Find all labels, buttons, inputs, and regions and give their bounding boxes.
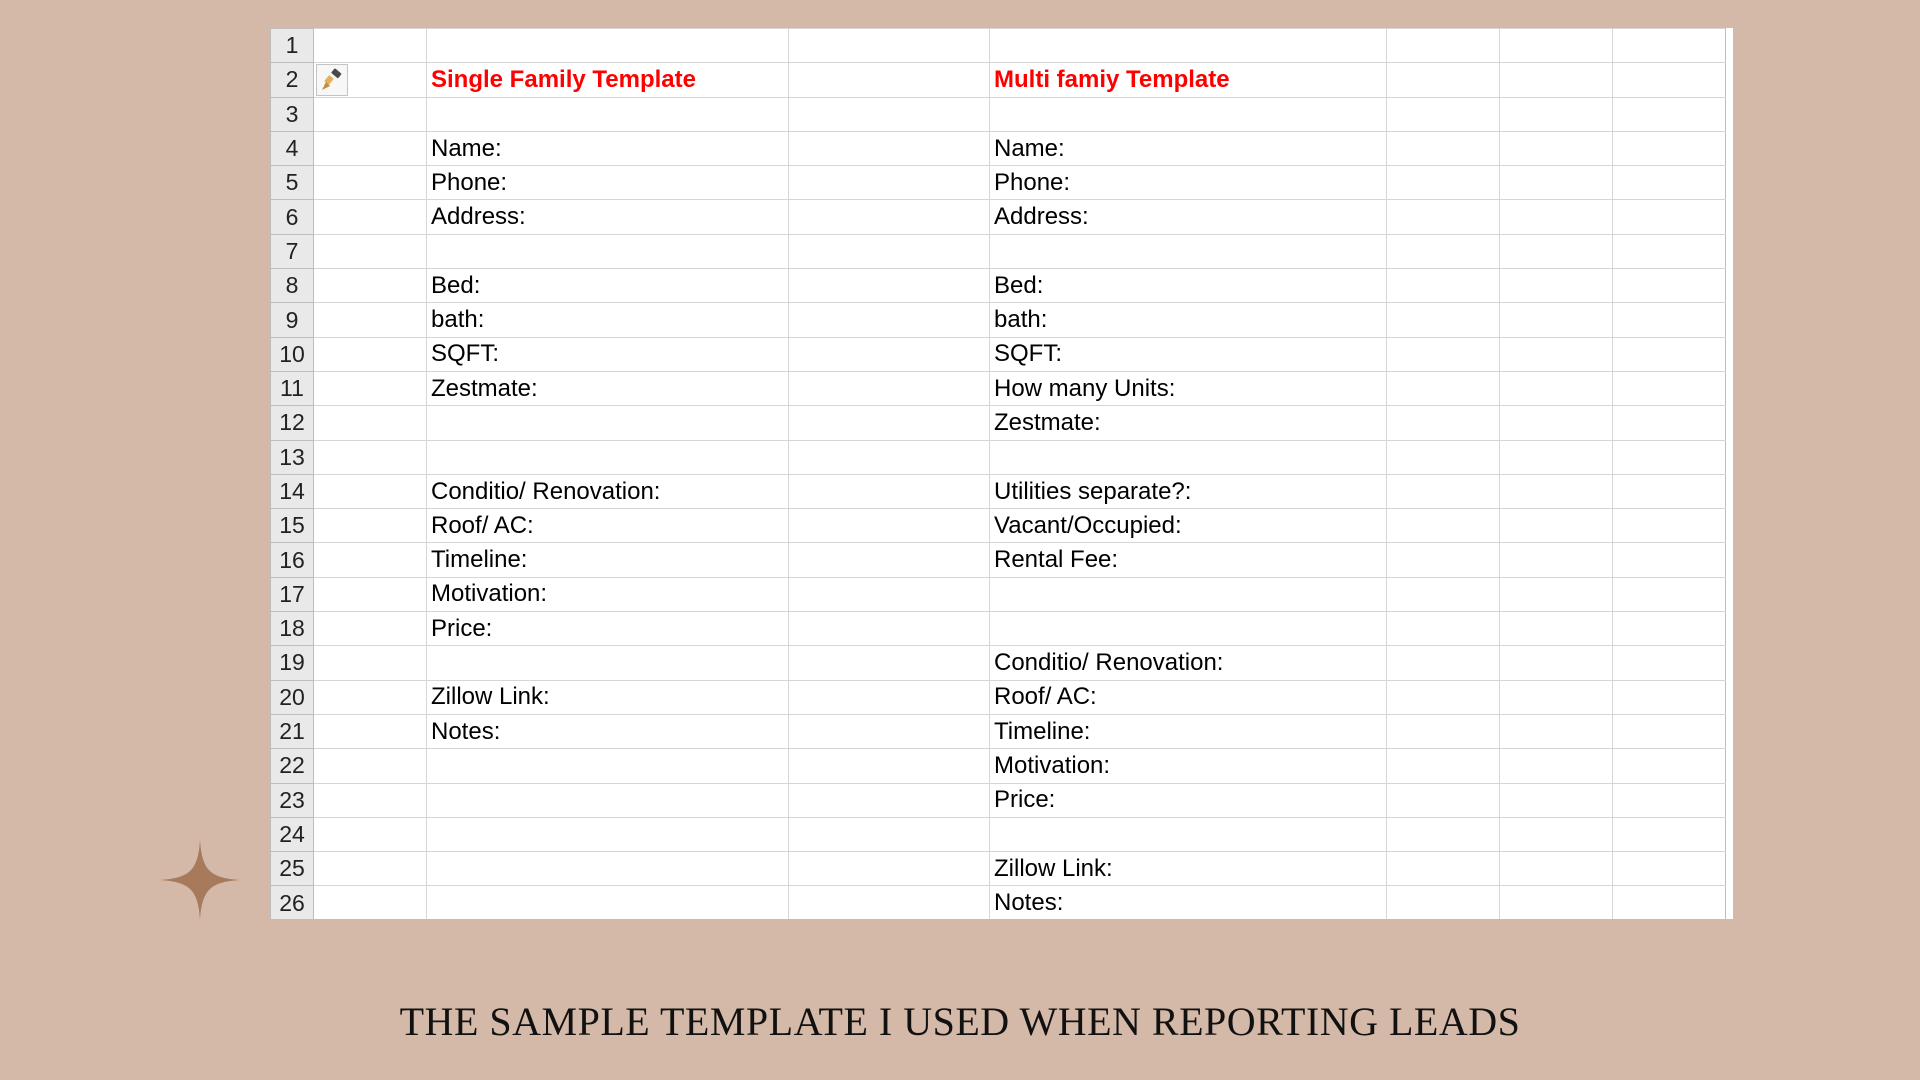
empty-cell[interactable]: [1387, 440, 1500, 474]
empty-cell[interactable]: [789, 97, 990, 131]
row-header[interactable]: 25: [271, 852, 314, 886]
single-family-field[interactable]: Zillow Link:: [427, 680, 789, 714]
empty-cell[interactable]: [1387, 131, 1500, 165]
empty-cell[interactable]: [1500, 166, 1613, 200]
empty-cell[interactable]: [1500, 234, 1613, 268]
sheet-row: [271, 406, 1726, 440]
empty-cell[interactable]: [1500, 337, 1613, 371]
empty-cell[interactable]: [789, 234, 990, 268]
single-family-field[interactable]: Address:: [427, 200, 789, 234]
sheet-row: [271, 200, 1726, 234]
single-family-field[interactable]: [427, 406, 789, 440]
empty-cell[interactable]: [314, 817, 427, 851]
row-header[interactable]: 23: [271, 783, 314, 817]
empty-cell[interactable]: [314, 303, 427, 337]
empty-cell[interactable]: [314, 371, 427, 405]
row-header[interactable]: 4: [271, 131, 314, 165]
empty-cell[interactable]: [789, 303, 990, 337]
multi-family-field[interactable]: Address:: [990, 200, 1387, 234]
sheet-row: [271, 886, 1726, 919]
multi-family-field[interactable]: Motivation:: [990, 749, 1387, 783]
empty-cell[interactable]: [1500, 509, 1613, 543]
single-family-field[interactable]: Phone:: [427, 166, 789, 200]
sheet-row: [271, 29, 1726, 63]
sheet-row: [271, 269, 1726, 303]
empty-cell[interactable]: [1387, 577, 1500, 611]
multi-family-field[interactable]: Conditio/ Renovation:: [990, 646, 1387, 680]
sheet-row: [271, 749, 1726, 783]
sheet-row: [271, 371, 1726, 405]
row-header[interactable]: 22: [271, 749, 314, 783]
sheet-row: [271, 817, 1726, 851]
empty-cell[interactable]: [789, 612, 990, 646]
empty-cell[interactable]: [1387, 269, 1500, 303]
row-header[interactable]: 19: [271, 646, 314, 680]
row-header[interactable]: 10: [271, 337, 314, 371]
multi-family-field[interactable]: Vacant/Occupied:: [990, 509, 1387, 543]
empty-cell[interactable]: [789, 749, 990, 783]
empty-cell[interactable]: [1613, 440, 1726, 474]
brush-icon[interactable]: [316, 64, 348, 96]
empty-cell[interactable]: [789, 371, 990, 405]
empty-cell[interactable]: [1613, 166, 1726, 200]
empty-cell[interactable]: [314, 646, 427, 680]
empty-cell[interactable]: [1500, 269, 1613, 303]
single-family-field[interactable]: [427, 440, 789, 474]
empty-cell[interactable]: [1613, 749, 1726, 783]
empty-cell[interactable]: [789, 166, 990, 200]
row-header[interactable]: 11: [271, 371, 314, 405]
multi-family-field[interactable]: Name:: [990, 131, 1387, 165]
multi-family-field[interactable]: Utilities separate?:: [990, 474, 1387, 508]
empty-cell[interactable]: [789, 63, 990, 97]
sheet-row: [271, 577, 1726, 611]
row-header[interactable]: 7: [271, 234, 314, 268]
empty-cell[interactable]: [789, 440, 990, 474]
empty-cell[interactable]: [314, 543, 427, 577]
row-header[interactable]: 8: [271, 269, 314, 303]
multi-family-field[interactable]: SQFT:: [990, 337, 1387, 371]
multi-family-field[interactable]: Roof/ AC:: [990, 680, 1387, 714]
row-header[interactable]: 3: [271, 97, 314, 131]
empty-cell[interactable]: [789, 577, 990, 611]
empty-cell[interactable]: [1387, 337, 1500, 371]
single-family-field[interactable]: Bed:: [427, 269, 789, 303]
sheet-row: [271, 234, 1726, 268]
multi-family-field[interactable]: [990, 234, 1387, 268]
empty-cell[interactable]: [789, 852, 990, 886]
sheet-row: [271, 474, 1726, 508]
empty-cell[interactable]: [1613, 29, 1726, 63]
empty-cell[interactable]: [314, 577, 427, 611]
empty-cell[interactable]: [314, 337, 427, 371]
single-family-field[interactable]: [427, 783, 789, 817]
empty-cell[interactable]: [1387, 509, 1500, 543]
empty-cell[interactable]: [314, 852, 427, 886]
sheet-row: [271, 97, 1726, 131]
empty-cell[interactable]: [1387, 783, 1500, 817]
multi-family-field[interactable]: bath:: [990, 303, 1387, 337]
multi-family-field[interactable]: Notes:: [990, 886, 1387, 919]
empty-cell[interactable]: [1613, 852, 1726, 886]
empty-cell[interactable]: [789, 29, 990, 63]
sparkle-icon: [160, 840, 240, 925]
row-header[interactable]: 26: [271, 886, 314, 919]
row-header[interactable]: 17: [271, 577, 314, 611]
empty-cell[interactable]: [1500, 577, 1613, 611]
sheet-row: [271, 783, 1726, 817]
empty-cell[interactable]: [314, 509, 427, 543]
empty-cell[interactable]: [789, 337, 990, 371]
empty-cell[interactable]: [1387, 406, 1500, 440]
single-family-field[interactable]: Zestmate:: [427, 371, 789, 405]
empty-cell[interactable]: [1613, 612, 1726, 646]
multi-family-field[interactable]: How many Units:: [990, 371, 1387, 405]
empty-cell[interactable]: [1500, 406, 1613, 440]
multi-family-field[interactable]: [990, 440, 1387, 474]
empty-cell[interactable]: [1613, 886, 1726, 919]
sheet-row: [271, 543, 1726, 577]
single-family-field[interactable]: Timeline:: [427, 543, 789, 577]
single-family-field[interactable]: [427, 749, 789, 783]
empty-cell[interactable]: [314, 131, 427, 165]
empty-cell[interactable]: [314, 886, 427, 919]
single-family-field[interactable]: [427, 234, 789, 268]
empty-cell[interactable]: [789, 543, 990, 577]
sheet-row: [271, 646, 1726, 680]
empty-cell[interactable]: [1500, 440, 1613, 474]
empty-cell[interactable]: [314, 474, 427, 508]
empty-cell[interactable]: [1387, 714, 1500, 748]
multi-family-field[interactable]: Zestmate:: [990, 406, 1387, 440]
empty-cell[interactable]: [1613, 543, 1726, 577]
empty-cell[interactable]: [314, 783, 427, 817]
empty-cell[interactable]: [1387, 749, 1500, 783]
empty-cell[interactable]: [314, 406, 427, 440]
empty-cell[interactable]: [1613, 577, 1726, 611]
empty-cell[interactable]: [1500, 474, 1613, 508]
single-family-field[interactable]: Conditio/ Renovation:: [427, 474, 789, 508]
row-header[interactable]: 9: [271, 303, 314, 337]
empty-cell[interactable]: [1613, 200, 1726, 234]
single-family-field[interactable]: [427, 886, 789, 919]
single-family-field[interactable]: SQFT:: [427, 337, 789, 371]
empty-cell[interactable]: [1500, 303, 1613, 337]
spreadsheet-grid: [270, 28, 1733, 919]
empty-cell[interactable]: [1387, 886, 1500, 919]
empty-cell[interactable]: [789, 886, 990, 919]
multi-family-field[interactable]: Phone:: [990, 166, 1387, 200]
single-family-field[interactable]: Roof/ AC:: [427, 509, 789, 543]
row-header[interactable]: 18: [271, 612, 314, 646]
single-family-field[interactable]: [427, 817, 789, 851]
empty-cell[interactable]: [1500, 714, 1613, 748]
single-family-field[interactable]: [427, 646, 789, 680]
empty-cell[interactable]: [1387, 234, 1500, 268]
multi-family-field[interactable]: Timeline:: [990, 714, 1387, 748]
single-family-field[interactable]: bath:: [427, 303, 789, 337]
empty-cell[interactable]: [1387, 817, 1500, 851]
sheet-row: [271, 303, 1726, 337]
empty-cell[interactable]: [1500, 131, 1613, 165]
empty-cell[interactable]: [1613, 63, 1726, 97]
empty-cell[interactable]: [1500, 886, 1613, 919]
empty-cell[interactable]: [1500, 612, 1613, 646]
empty-cell[interactable]: [1500, 543, 1613, 577]
empty-cell[interactable]: [1613, 406, 1726, 440]
multi-family-field[interactable]: [990, 577, 1387, 611]
single-family-field[interactable]: Notes:: [427, 714, 789, 748]
empty-cell[interactable]: [314, 612, 427, 646]
empty-cell[interactable]: [789, 783, 990, 817]
sheet-table: [270, 28, 1726, 919]
empty-cell[interactable]: [1613, 234, 1726, 268]
empty-cell[interactable]: [789, 474, 990, 508]
empty-cell[interactable]: [314, 63, 427, 97]
empty-cell[interactable]: [314, 749, 427, 783]
row-header[interactable]: 20: [271, 680, 314, 714]
row-header[interactable]: 13: [271, 440, 314, 474]
row-header[interactable]: 5: [271, 166, 314, 200]
single-family-title[interactable]: Single Family Template: [427, 63, 789, 97]
multi-family-field[interactable]: Price:: [990, 783, 1387, 817]
empty-cell[interactable]: [1613, 646, 1726, 680]
empty-cell[interactable]: [1500, 646, 1613, 680]
empty-cell[interactable]: [1613, 817, 1726, 851]
empty-cell[interactable]: [314, 440, 427, 474]
sheet-row: [271, 852, 1726, 886]
empty-cell[interactable]: [1500, 749, 1613, 783]
empty-cell[interactable]: [1613, 680, 1726, 714]
sheet-row: [271, 714, 1726, 748]
row-header[interactable]: 14: [271, 474, 314, 508]
empty-cell[interactable]: [314, 29, 427, 63]
sheet-row: [271, 166, 1726, 200]
sheet-row: [271, 131, 1726, 165]
empty-cell[interactable]: [1387, 612, 1500, 646]
single-family-field[interactable]: [427, 852, 789, 886]
empty-cell[interactable]: [1613, 371, 1726, 405]
single-family-field[interactable]: [427, 97, 789, 131]
empty-cell[interactable]: [314, 97, 427, 131]
empty-cell[interactable]: [1500, 783, 1613, 817]
empty-cell[interactable]: [789, 200, 990, 234]
multi-family-field[interactable]: [990, 97, 1387, 131]
empty-cell[interactable]: [1500, 817, 1613, 851]
sheet-body: [271, 29, 1726, 920]
empty-cell[interactable]: [1387, 852, 1500, 886]
row-header[interactable]: 12: [271, 406, 314, 440]
empty-cell[interactable]: [1613, 509, 1726, 543]
empty-cell[interactable]: [789, 269, 990, 303]
sheet-row: [271, 337, 1726, 371]
empty-cell[interactable]: [1613, 131, 1726, 165]
empty-cell[interactable]: [1387, 646, 1500, 680]
multi-family-field[interactable]: Zillow Link:: [990, 852, 1387, 886]
row-header[interactable]: 2: [271, 63, 314, 97]
empty-cell[interactable]: [1387, 200, 1500, 234]
sheet-row: [271, 63, 1726, 97]
row-header[interactable]: 16: [271, 543, 314, 577]
empty-cell[interactable]: [314, 166, 427, 200]
empty-cell[interactable]: [789, 131, 990, 165]
sheet-row: [271, 440, 1726, 474]
empty-cell[interactable]: [1613, 474, 1726, 508]
multi-family-field[interactable]: [990, 817, 1387, 851]
empty-cell[interactable]: [1387, 371, 1500, 405]
empty-cell[interactable]: [1500, 29, 1613, 63]
empty-cell[interactable]: [314, 714, 427, 748]
multi-family-field[interactable]: Bed:: [990, 269, 1387, 303]
empty-cell[interactable]: [1500, 852, 1613, 886]
empty-cell[interactable]: [789, 646, 990, 680]
empty-cell[interactable]: [789, 680, 990, 714]
empty-cell[interactable]: [314, 200, 427, 234]
empty-cell[interactable]: [789, 714, 990, 748]
row-header[interactable]: 15: [271, 509, 314, 543]
single-family-field[interactable]: Price:: [427, 612, 789, 646]
empty-cell[interactable]: [1613, 269, 1726, 303]
empty-cell[interactable]: [1500, 97, 1613, 131]
sheet-row: [271, 680, 1726, 714]
empty-cell[interactable]: [1387, 63, 1500, 97]
caption: THE SAMPLE TEMPLATE I USED WHEN REPORTING LEADS: [399, 999, 1521, 1044]
empty-cell[interactable]: [1500, 680, 1613, 714]
empty-cell[interactable]: [1387, 543, 1500, 577]
empty-cell[interactable]: [1613, 303, 1726, 337]
single-family-field[interactable]: Name:: [427, 131, 789, 165]
multi-family-field[interactable]: Rental Fee:: [990, 543, 1387, 577]
row-header[interactable]: 24: [271, 817, 314, 851]
empty-cell[interactable]: [1500, 371, 1613, 405]
row-header[interactable]: 1: [271, 29, 314, 63]
single-family-field[interactable]: Motivation:: [427, 577, 789, 611]
row-header[interactable]: 21: [271, 714, 314, 748]
empty-cell[interactable]: [314, 234, 427, 268]
row-header[interactable]: 6: [271, 200, 314, 234]
sheet-row: [271, 509, 1726, 543]
empty-cell[interactable]: [314, 680, 427, 714]
empty-cell[interactable]: [1387, 97, 1500, 131]
empty-cell[interactable]: [1500, 200, 1613, 234]
empty-cell[interactable]: [1613, 714, 1726, 748]
empty-cell[interactable]: [1387, 29, 1500, 63]
empty-cell[interactable]: [1387, 680, 1500, 714]
empty-cell[interactable]: [1500, 63, 1613, 97]
multi-family-title[interactable]: Multi famiy Template: [990, 63, 1387, 97]
empty-cell[interactable]: [789, 509, 990, 543]
single-family-field[interactable]: [427, 29, 789, 63]
empty-cell[interactable]: [1613, 783, 1726, 817]
sheet-row: [271, 612, 1726, 646]
empty-cell[interactable]: [314, 269, 427, 303]
multi-family-field[interactable]: [990, 612, 1387, 646]
empty-cell[interactable]: [1613, 337, 1726, 371]
multi-family-field[interactable]: [990, 29, 1387, 63]
empty-cell[interactable]: [1613, 97, 1726, 131]
empty-cell[interactable]: [1387, 166, 1500, 200]
empty-cell[interactable]: [789, 406, 990, 440]
empty-cell[interactable]: [1387, 474, 1500, 508]
empty-cell[interactable]: [789, 817, 990, 851]
empty-cell[interactable]: [1387, 303, 1500, 337]
